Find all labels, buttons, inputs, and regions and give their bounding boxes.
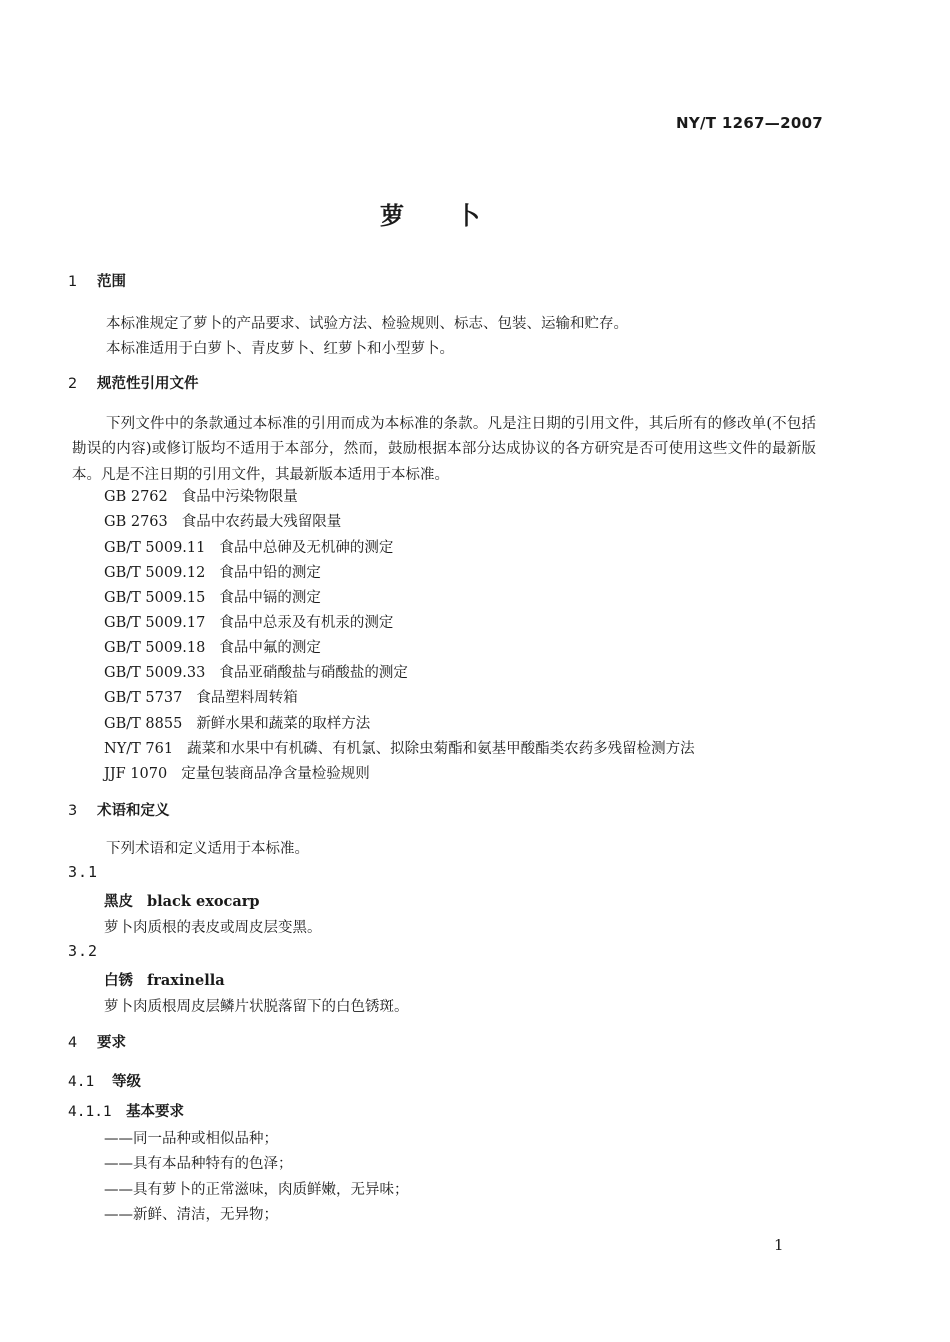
terms-intro: 下列术语和定义适用于本标准。	[106, 841, 309, 857]
section-title: 术语和定义	[97, 803, 170, 819]
clause-number: 3.2	[68, 942, 99, 960]
reference-title: 食品中镉的测定	[219, 590, 321, 606]
subsection-4-1-heading	[68, 1070, 141, 1091]
term-heading	[104, 969, 225, 990]
requirement-item: ——新鲜、清洁，无异物；	[104, 1207, 278, 1223]
term-chinese: 黑皮	[104, 894, 133, 910]
reference-code: GB/T 5009.11	[104, 540, 206, 556]
clause-number: 3.1	[68, 863, 99, 881]
subsection-4-1-1-heading	[68, 1100, 184, 1121]
page-title: 萝卜	[380, 202, 532, 230]
reference-item	[104, 712, 370, 733]
term-chinese: 白锈	[104, 973, 133, 989]
reference-item	[104, 510, 341, 531]
reference-code: GB/T 5009.12	[104, 565, 206, 581]
reference-code: GB/T 5009.18	[104, 640, 206, 656]
section-1-heading	[68, 270, 126, 291]
references-intro: 下列文件中的条款通过本标准的引用而成为本标准的条款。凡是注日期的引用文件，其后所有的修改单(不包括勘误的内容)或修订版均不适用于本部分，然而，鼓励根据本部分达成协议的各方研究是否可使用这些文件的最新版本。凡是不注日期的引用文件，其最新版本适用于本标准。	[72, 416, 816, 483]
reference-item	[104, 686, 298, 707]
term-english: fraxinella	[147, 972, 225, 989]
term-english: black exocarp	[147, 893, 260, 910]
reference-code: GB/T 5009.15	[104, 590, 206, 606]
reference-code: GB 2762	[104, 489, 168, 505]
requirement-item: ——具有本品种特有的色泽；	[104, 1156, 293, 1172]
reference-title: 食品中农药最大残留限量	[181, 514, 342, 530]
page-number: 1	[774, 1236, 784, 1254]
subsection-title: 基本要求	[126, 1104, 184, 1120]
scope-paragraph-2: 本标准适用于白萝卜、青皮萝卜、红萝卜和小型萝卜。	[106, 341, 454, 357]
section-number: 2	[68, 376, 78, 392]
section-title: 范围	[97, 274, 126, 290]
reference-item	[104, 536, 393, 557]
reference-code: GB/T 8855	[104, 716, 183, 732]
reference-title: 定量包装商品净含量检验规则	[181, 766, 370, 782]
standard-number: NY/T 1267—2007	[676, 114, 824, 132]
scope-paragraph-1: 本标准规定了萝卜的产品要求、试验方法、检验规则、标志、包装、运输和贮存。	[106, 316, 628, 332]
reference-item	[104, 611, 393, 632]
section-number: 1	[68, 274, 78, 290]
subsection-title: 等级	[112, 1074, 141, 1090]
section-2-heading	[68, 372, 199, 393]
reference-title: 食品中氟的测定	[219, 640, 321, 656]
reference-title: 新鲜水果和蔬菜的取样方法	[196, 716, 371, 732]
reference-title: 食品中污染物限量	[181, 489, 298, 505]
section-title: 规范性引用文件	[97, 376, 199, 392]
reference-code: GB/T 5737	[104, 690, 183, 706]
subsection-number: 4.1.1	[68, 1104, 112, 1120]
section-4-heading	[68, 1031, 126, 1052]
reference-code: GB/T 5009.17	[104, 615, 206, 631]
section-3-heading	[68, 799, 170, 820]
section-number: 3	[68, 803, 78, 819]
reference-item	[104, 636, 321, 657]
term-definition: 萝卜肉质根周皮层鳞片状脱落留下的白色锈斑。	[104, 999, 409, 1015]
reference-title: 食品亚硝酸盐与硝酸盐的测定	[219, 665, 408, 681]
requirement-item: ——同一品种或相似品种；	[104, 1131, 278, 1147]
reference-item	[104, 762, 370, 783]
reference-code: JJF 1070	[104, 766, 168, 782]
reference-item	[104, 485, 298, 506]
requirement-item: ——具有萝卜的正常滋味，肉质鲜嫩，无异味；	[104, 1182, 409, 1198]
reference-item	[104, 661, 408, 682]
reference-title: 食品中总砷及无机砷的测定	[219, 540, 394, 556]
section-number: 4	[68, 1035, 78, 1051]
term-definition: 萝卜肉质根的表皮或周皮层变黑。	[104, 920, 322, 936]
subsection-number: 4.1	[68, 1074, 95, 1090]
reference-item	[104, 737, 695, 758]
reference-item	[104, 561, 321, 582]
reference-title: 食品中铅的测定	[219, 565, 321, 581]
reference-code: GB 2763	[104, 514, 168, 530]
term-heading	[104, 890, 260, 911]
reference-title: 蔬菜和水果中有机磷、有机氯、拟除虫菊酯和氨基甲酸酯类农药多残留检测方法	[187, 741, 695, 757]
reference-code: GB/T 5009.33	[104, 665, 206, 681]
reference-title: 食品中总汞及有机汞的测定	[219, 615, 394, 631]
section-title: 要求	[97, 1035, 126, 1051]
reference-code: NY/T 761	[104, 741, 174, 757]
reference-title: 食品塑料周转箱	[196, 690, 298, 706]
reference-item	[104, 586, 321, 607]
